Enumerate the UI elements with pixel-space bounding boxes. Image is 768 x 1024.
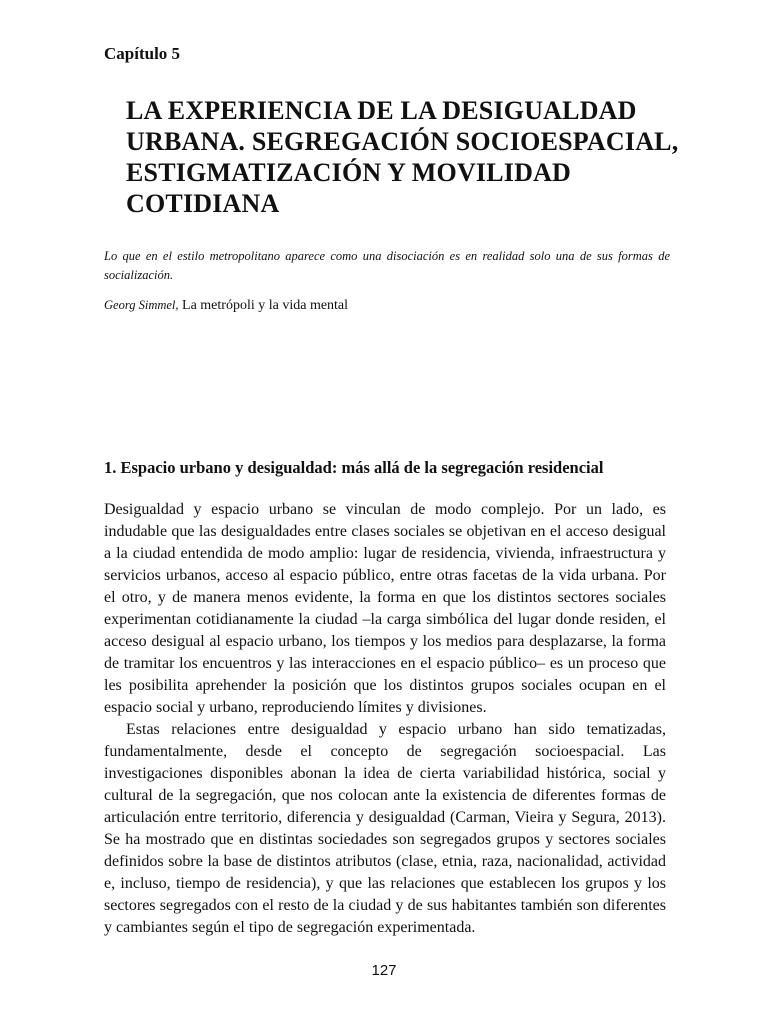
body-text	[104, 499, 666, 939]
page-number: 127	[371, 962, 397, 979]
epigraph-work: La metrópoli y la vida mental	[182, 298, 349, 313]
body-paragraph: Desigualdad y espacio urbano se vinculan de modo complejo. Por un lado, es indudable que las desigualdades entre clases sociales se objetivan en el acceso desigual a la ciudad entendida de modo amplio: lugar de residencia, vivienda, infraestructura y servicios urbanos, acceso al espacio público, entre otras facetas de la vida urbana. Por el otro, y de manera menos evidente, la forma en que los distintos sectores sociales experimentan cotidianamente la ciudad –la carga simbólica del lugar donde residen, el acceso desigual al espacio urbano, los tiempos y los medios para desplazarse, la forma de tramitar los encuentros y las interacciones en el espacio público– es un proceso que les posibilita aprehender la posición que los distintos grupos sociales ocupan en el espacio social y urbano, reproduciendo límites y divisiones.	[104, 501, 666, 716]
body-paragraph: Estas relaciones entre desigualdad y espacio urbano han sido tematizadas, fundamentalmente, desde el concepto de segregación socioespacial. Las investigaciones disponibles abonan la idea de cierta variabilidad histórica, social y cultural de la segregación, que nos colocan ante la existencia de diferentes formas de articulación entre territorio, diferencia y desigualdad (Carman, Vieira y Segura, 2013). Se ha mostrado que en distintas sociedades son segregados grupos y sectores sociales definidos sobre la base de distintos atributos (clase, etnia, raza, nacionalidad, actividad e, incluso, tiempo de residencia), y que las relaciones que establecen los grupos y los sectores segregados con el resto de la ciudad y de sus habitantes también son diferentes y cambiantes según el tipo de segregación experimentada.	[104, 721, 666, 936]
chapter-title: LA EXPERIENCIA DE LA DESIGUALDAD URBANA. SEGREGACIÓN SOCIOESPACIAL, ESTIGMATIZACIÓN Y MOVILIDAD COTIDIANA	[126, 96, 679, 218]
section-heading: 1. Espacio urbano y desigualdad: más allá de la segregación residencial	[104, 458, 604, 477]
chapter-label: Capítulo 5	[104, 44, 181, 63]
epigraph-quote: Lo que en el estilo metropolitano aparece como una disociación es en realidad solo una de sus formas de socialización.	[104, 249, 670, 282]
epigraph-author: Georg Simmel,	[104, 298, 179, 312]
epigraph-attribution	[104, 298, 348, 314]
